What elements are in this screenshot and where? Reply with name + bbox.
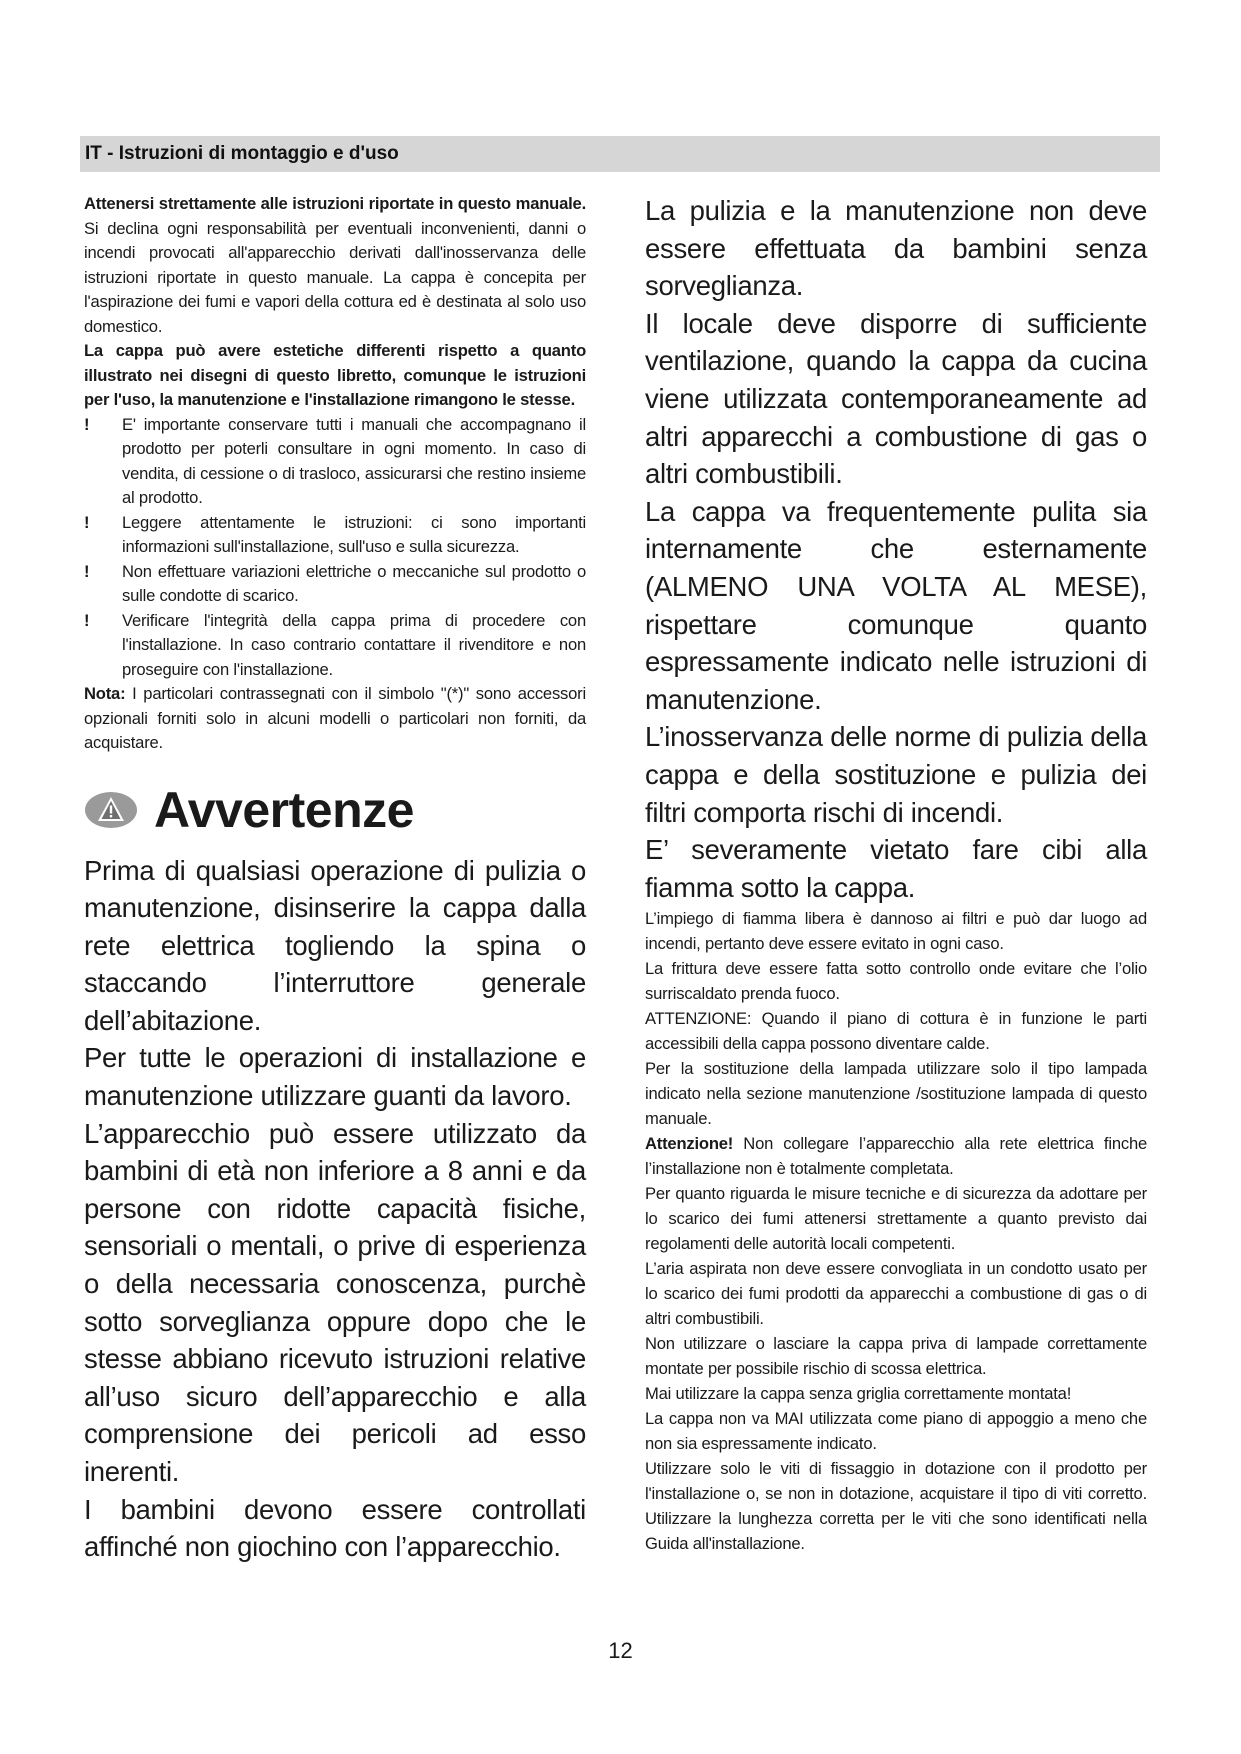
note-paragraph: ATTENZIONE: Quando il piano di cottura è in funzione le parti accessibili della cappa possono diventare calde.: [645, 1009, 1147, 1054]
intro-paragraph-1: [84, 192, 586, 339]
warning-triangle-icon: [84, 791, 138, 829]
note-paragraph: L’impiego di fiamma libera è dannoso ai filtri e può dar luogo ad incendi, pertanto deve essere evitato in ogni caso.: [645, 909, 1147, 954]
note-paragraph: Per la sostituzione della lampada utilizzare solo il tipo lampada indicato nella sezione manutenzione /sostituzione lampada di questo manuale.: [645, 1059, 1147, 1129]
nota-label: Nota:: [84, 684, 126, 703]
nota-text: I particolari contrassegnati con il simbolo "(*)" sono accessori opzionali forniti solo in alcuni modelli o particolari non forniti, da acquistare.: [84, 684, 586, 752]
bullet-text: Verificare l'integrità della cappa prima di procedere con l'installazione. In caso contrario contattare il rivenditore e non proseguire con l'installazione.: [122, 610, 586, 679]
warning-paragraph: Il locale deve disporre di sufficiente ventilazione, quando la cappa da cucina viene utilizzata contemporaneamente ad altri apparecchi a combustione di gas o altri combustibili.: [645, 307, 1147, 490]
note-paragraph: Per quanto riguarda le misure tecniche e di sicurezza da adottare per lo scarico dei fumi attenersi strettamente a quanto previsto dai regolamenti delle autorità locali competenti.: [645, 1184, 1147, 1254]
warning-paragraph: Prima di qualsiasi operazione di pulizia o manutenzione, disinserire la cappa dalla rete elettrica togliendo la spina o staccando l’interruttore generale dell’abitazione.: [84, 854, 586, 1036]
warning-paragraph: Per tutte le operazioni di installazione e manutenzione utilizzare guanti da lavoro.: [84, 1042, 586, 1112]
exclamation-icon: !: [84, 414, 90, 434]
note-paragraph: La cappa non va MAI utilizzata come piano di appoggio a meno che non sia espressamente indicato.: [645, 1409, 1147, 1454]
bullet-item: [84, 560, 586, 609]
bullet-text: Non effettuare variazioni elettriche o meccaniche sul prodotto o sulle condotte di scarico.: [122, 561, 586, 605]
note-paragraph: La frittura deve essere fatta sotto controllo onde evitare che l’olio surriscaldato prenda fuoco.: [645, 959, 1147, 1004]
attention-text: Non collegare l’apparecchio alla rete elettrica finche l’installazione non è totalmente completata.: [645, 1134, 1147, 1179]
section-header: IT - Istruzioni di montaggio e d'uso: [80, 136, 1160, 172]
bullet-text: E' importante conservare tutti i manuali che accompagnano il prodotto per poterli consultare in ogni momento. In caso di vendita, di cessione o di trasloco, assicurarsi che restino insieme al prodotto.: [122, 414, 586, 507]
intro-1-bold: Attenersi strettamente alle istruzioni riportate in questo manuale.: [84, 194, 586, 213]
bullet-item: [84, 511, 586, 560]
warning-paragraph: La cappa va frequentemente pulita sia internamente che esternamente (ALMENO UNA VOLTA AL MESE), rispettare comunque quanto espressamente indicato nelle istruzioni di manutenzione.: [645, 495, 1147, 715]
bullet-item: [84, 609, 586, 683]
bullet-text: Leggere attentamente le istruzioni: ci sono importanti informazioni sull'installazione, sull'uso e sulla sicurezza.: [122, 512, 586, 556]
warning-heading: [84, 774, 586, 846]
left-column: [84, 192, 586, 1566]
nota-paragraph: [84, 682, 586, 756]
intro-paragraph-2: [84, 339, 586, 413]
intro-1-text: Si declina ogni responsabilità per eventuali inconvenienti, danni o incendi provocati all'apparecchio derivati dall'inosservanza delle istruzioni riportate in questo manuale. La cappa è concepita per l'aspirazione dei fumi e vapori della cottura ed è destinata al solo uso domestico.: [84, 218, 586, 336]
note-paragraph: Utilizzare solo le viti di fissaggio in dotazione con il prodotto per l'installazione o, se non in dotazione, acquistare il tipo di viti corretto. Utilizzare la lunghezza corretta per le viti che sono identificati nella Guida all'installazione.: [645, 1459, 1147, 1554]
page-number: 12: [608, 1638, 633, 1663]
right-column: [645, 192, 1147, 1556]
attention-paragraph: [645, 1131, 1147, 1181]
warning-paragraph: La pulizia e la manutenzione non deve essere effettuata da bambini senza sorveglianza.: [645, 195, 1147, 302]
note-paragraph: L’aria aspirata non deve essere convogliata in un condotto usato per lo scarico dei fumi prodotti da apparecchi a combustione di gas o di altri combustibili.: [645, 1259, 1147, 1329]
exclamation-icon: !: [84, 512, 90, 532]
exclamation-icon: !: [84, 610, 90, 630]
warning-paragraph: I bambini devono essere controllati affinché non giochino con l’apparecchio.: [84, 1493, 586, 1563]
warning-paragraph: L’apparecchio può essere utilizzato da bambini di età non inferiore a 8 anni e da persone con ridotte capacità fisiche, sensoriali o mentali, o prive di esperienza o della necessaria conoscenza, purchè sotto sorveglianza oppure dopo che le stesse abbiano ricevuto istruzioni relative all’uso sicuro dell’apparecchio e alla comprensione dei pericoli ad esso inerenti.: [84, 1117, 586, 1487]
bullet-item: [84, 413, 586, 511]
warning-title: Avvertenze: [154, 781, 414, 838]
intro-2-bold: La cappa può avere estetiche differenti rispetto a quanto illustrato nei disegni di questo libretto, comunque le istruzioni per l'uso, la manutenzione e l'installazione rimangono le stesse.: [84, 341, 586, 409]
note-paragraph: Mai utilizzare la cappa senza griglia correttamente montata!: [645, 1384, 1072, 1404]
note-paragraph: Non utilizzare o lasciare la cappa priva di lampade correttamente montate per possibile rischio di scossa elettrica.: [645, 1334, 1147, 1379]
exclamation-icon: !: [84, 561, 90, 581]
warning-paragraph: E’ severamente vietato fare cibi alla fiamma sotto la cappa.: [645, 834, 1147, 903]
warning-paragraph: L’inosservanza delle norme di pulizia della cappa e della sostituzione e pulizia dei filtri comporta rischi di incendi.: [645, 721, 1147, 828]
attention-label: Attenzione!: [645, 1134, 734, 1154]
